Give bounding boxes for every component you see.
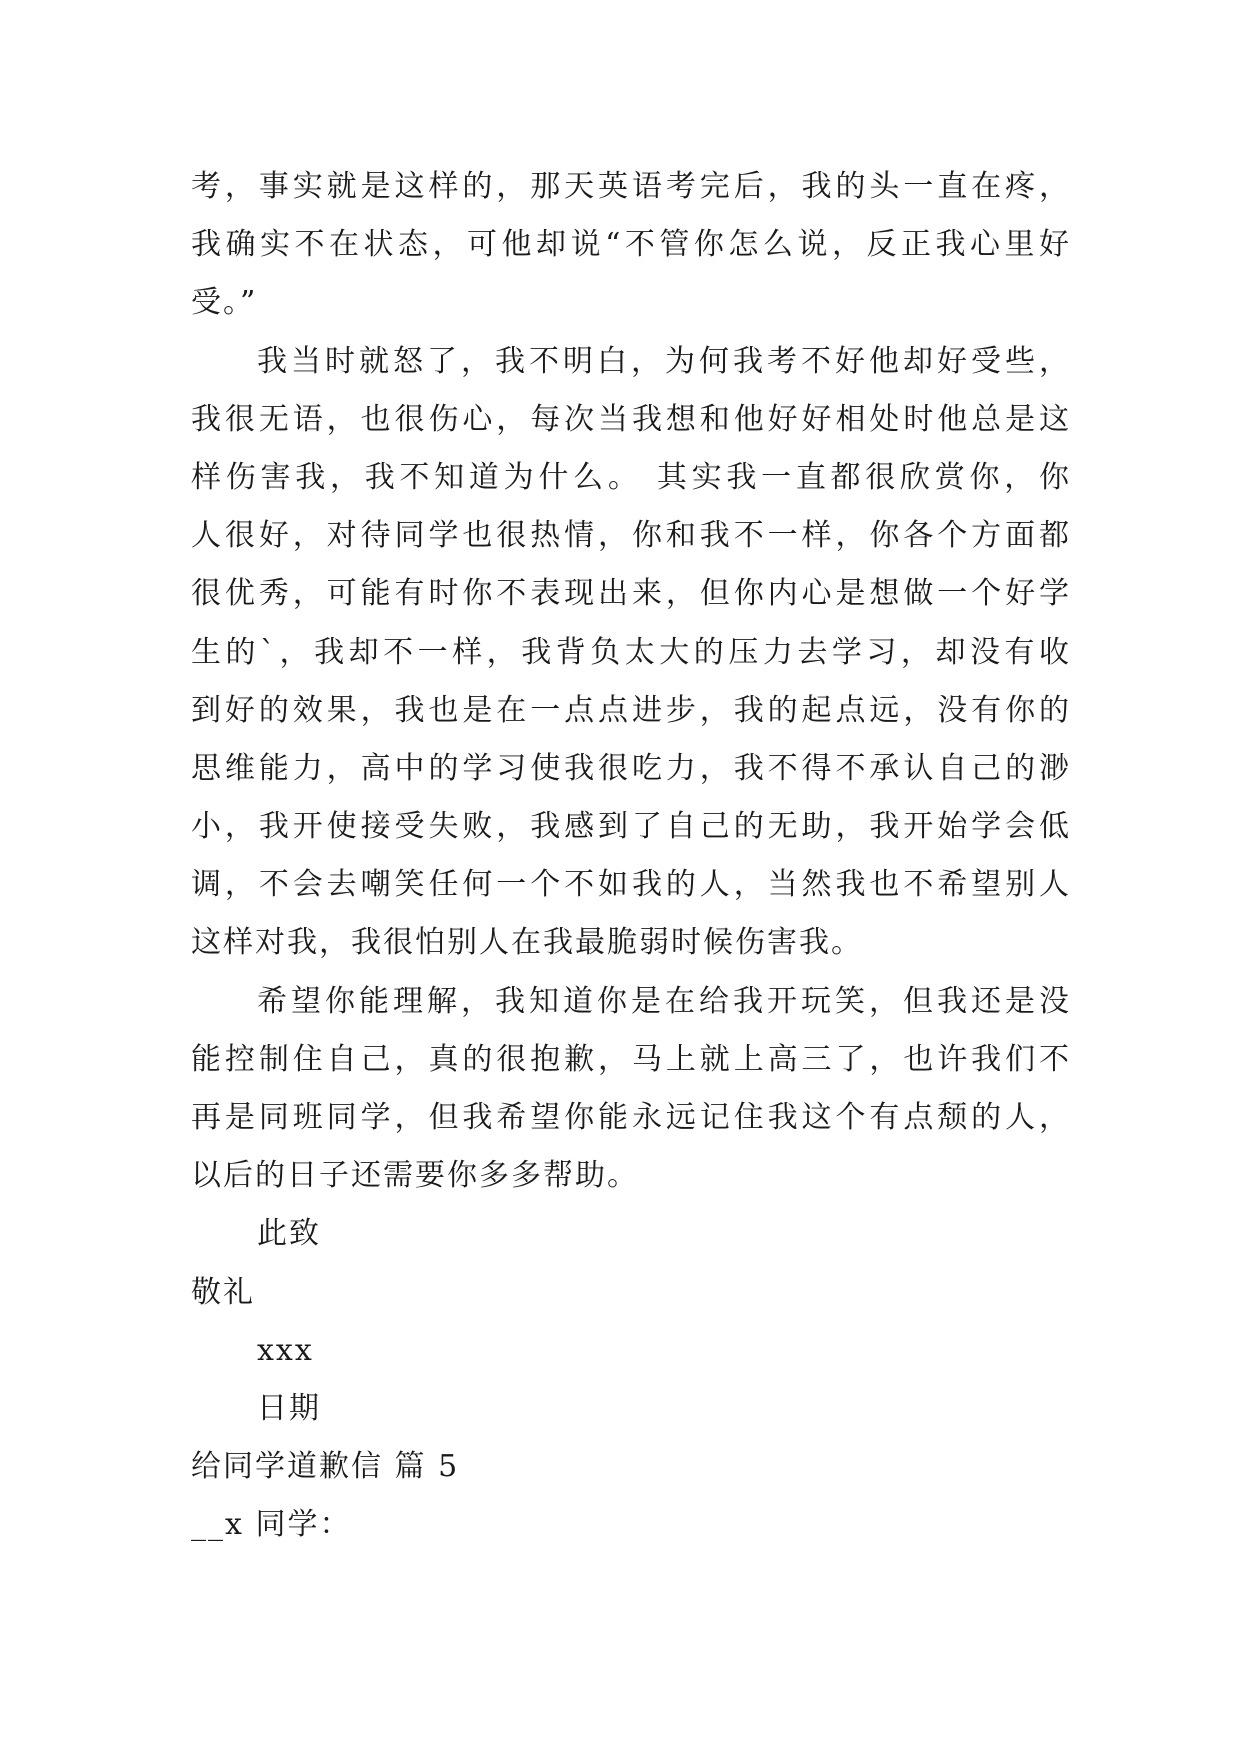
text-line: 能控制住自己，真的很抱歉，马上就上高三了，也许我们不 <box>191 1041 1071 1077</box>
text-line: 生的`，我却不一样，我背负太大的压力去学习，却没有收 <box>191 634 1071 670</box>
closing-regards: 敬礼 <box>191 1274 255 1310</box>
text-line: 人很好，对待同学也很热情，你和我不一样，你各个方面都 <box>191 518 1071 554</box>
text-line: 考，事实就是这样的，那天英语考完后，我的头一直在疼， <box>191 169 1071 204</box>
closing-salutation: 此致 <box>257 1216 321 1252</box>
text-line: 受。” <box>191 285 258 321</box>
text-line: 很优秀，可能有时你不表现出来，但你内心是想做一个好学 <box>191 576 1071 612</box>
paragraph-start-line: 希望你能理解，我知道你是在给我开玩笑，但我还是没 <box>257 983 1071 1019</box>
text-line: 到好的效果，我也是在一点点进步，我的起点远，没有你的 <box>191 692 1071 728</box>
text-line: 调，不会去嘲笑任何一个不如我的人，当然我也不希望别人 <box>191 867 1071 903</box>
letter-body <box>191 158 1071 1555</box>
letter-greeting: __x 同学： <box>191 1507 352 1543</box>
signature-date: 日期 <box>257 1390 321 1426</box>
text-line: 样伤害我，我不知道为什么。 其实我一直都很欣赏你，你 <box>191 459 1071 495</box>
text-line: 小，我开使接受失败，我感到了自己的无助，我开始学会低 <box>191 809 1071 845</box>
signature-name: xxx <box>257 1332 314 1368</box>
paragraph-start-line: 我当时就怒了，我不明白，为何我考不好他却好受些， <box>257 343 1071 379</box>
text-line: 思维能力，高中的学习使我很吃力，我不得不承认自己的渺 <box>191 750 1071 786</box>
section-heading: 给同学道歉信 篇 5 <box>191 1449 460 1485</box>
text-line: 我确实不在状态，可他却说“不管你怎么说，反正我心里好 <box>191 227 1071 263</box>
text-line: 以后的日子还需要你多多帮助。 <box>191 1158 639 1194</box>
text-line: 我很无语，也很伤心，每次当我想和他好好相处时他总是这 <box>191 401 1071 437</box>
text-line: 这样对我，我很怕别人在我最脆弱时候伤害我。 <box>191 925 863 961</box>
text-line: 再是同班同学，但我希望你能永远记住我这个有点颓的人， <box>191 1100 1071 1135</box>
